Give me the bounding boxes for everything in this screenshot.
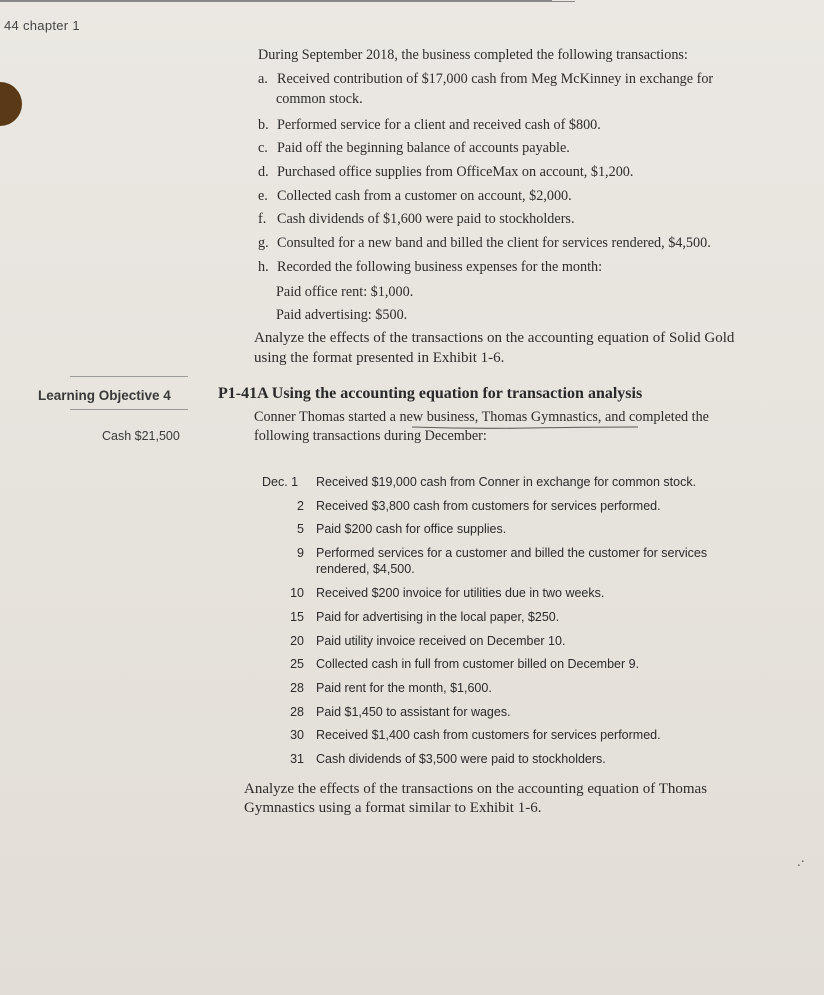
transaction-text: Cash dividends of $3,500 were paid to stockholders. (316, 752, 606, 766)
item-text: Purchased office supplies from OfficeMax on account, $1,200. (277, 164, 634, 180)
item-text: Cash dividends of $1,600 were paid to stockholders. (277, 211, 575, 227)
transaction-text: Received $1,400 cash from customers for services performed. (316, 728, 661, 742)
item-text: Collected cash from a customer on account, $2,000. (277, 188, 572, 204)
item-letter: a. (258, 71, 268, 87)
transaction-date: 31 (290, 752, 304, 766)
transaction-date: 2 (297, 499, 304, 513)
list-item (258, 211, 778, 228)
transaction-text: Received $3,800 cash from customers for services performed. (316, 499, 661, 513)
transaction-date: 15 (290, 610, 304, 624)
page-speck: .· (797, 855, 806, 870)
item-letter: f. (258, 211, 267, 227)
transaction-date: 28 (290, 705, 304, 719)
list-item (258, 188, 778, 205)
transaction-date: 5 (297, 522, 304, 536)
learning-objective-label: Learning Objective 4 (38, 388, 171, 403)
binder-hole (0, 82, 22, 126)
item-continuation: common stock. (276, 91, 363, 107)
transaction-text: Received $200 invoice for utilities due in two weeks. (316, 586, 605, 600)
item-text: Recorded the following business expenses for the month: (277, 259, 603, 275)
closing-instruction (244, 781, 804, 817)
transaction-date: 30 (290, 728, 304, 742)
item-letter: d. (258, 164, 269, 180)
item-text: Consulted for a new band and billed the client for services rendered, $4,500. (277, 235, 711, 251)
transaction-date: 25 (290, 657, 304, 671)
list-item (258, 235, 778, 252)
list-item (258, 140, 778, 157)
item-text: Received contribution of $17,000 cash from Meg McKinney in exchange for (277, 71, 714, 87)
previous-instruction-line1: Analyze the effects of the transactions on the accounting equation of Solid Gold (254, 330, 735, 346)
problem-title: P1-41A Using the accounting equation for transaction analysis (218, 385, 643, 402)
item-text: Paid off the beginning balance of accounts payable. (277, 140, 570, 156)
problem-intro-line2: following transactions during December: (254, 428, 487, 444)
transaction-text: Received $19,000 cash from Conner in exchange for common stock. (316, 475, 697, 489)
list-item (258, 259, 778, 276)
item-letter: h. (258, 259, 269, 275)
expense-line: Paid advertising: $500. (276, 307, 408, 323)
list-item (258, 71, 778, 88)
problem-intro-line1: Conner Thomas started a new business, Thomas Gymnastics, and completed the (254, 409, 709, 425)
list-item (258, 117, 778, 134)
previous-problem-intro: During September 2018, the business completed the following transactions: (258, 47, 688, 63)
closing-line1: Analyze the effects of the transactions on the accounting equation of Thomas (244, 781, 708, 797)
transaction-text: Paid $1,450 to assistant for wages. (316, 705, 511, 719)
transaction-text: Paid rent for the month, $1,600. (316, 681, 492, 695)
pencil-underline (410, 424, 642, 440)
transaction-text: Paid for advertising in the local paper, $250. (316, 610, 560, 624)
transaction-date: 9 (297, 546, 304, 560)
transaction-date: 10 (290, 586, 304, 600)
sidebar-rule-top (70, 376, 188, 377)
item-text: Performed service for a client and received cash of $800. (277, 117, 601, 133)
item-letter: b. (258, 117, 269, 133)
page-header: 44 chapter 1 (4, 18, 80, 33)
previous-instruction-line2: using the format presented in Exhibit 1-6. (254, 350, 505, 366)
closing-line2: Gymnastics using a format similar to Exhibit 1-6. (244, 800, 542, 816)
transaction-text: Paid $200 cash for office supplies. (316, 522, 507, 536)
list-item (258, 164, 778, 181)
table-rule-bottom (0, 1, 575, 2)
transaction-text: rendered, $4,500. (316, 562, 415, 576)
transaction-date: Dec. 1 (262, 475, 299, 489)
transaction-date: 28 (290, 681, 304, 695)
transaction-text: Performed services for a customer and billed the customer for services (316, 546, 708, 560)
item-letter: g. (258, 235, 269, 251)
expense-line: Paid office rent: $1,000. (276, 284, 414, 300)
transaction-text: Collected cash in full from customer billed on December 9. (316, 657, 640, 671)
item-letter: e. (258, 188, 268, 204)
transaction-text: Paid utility invoice received on December 10. (316, 634, 566, 648)
transaction-date: 20 (290, 634, 304, 648)
item-letter: c. (258, 140, 268, 156)
sidebar-rule-bottom (70, 409, 188, 410)
cash-check-figure: Cash $21,500 (102, 429, 180, 443)
